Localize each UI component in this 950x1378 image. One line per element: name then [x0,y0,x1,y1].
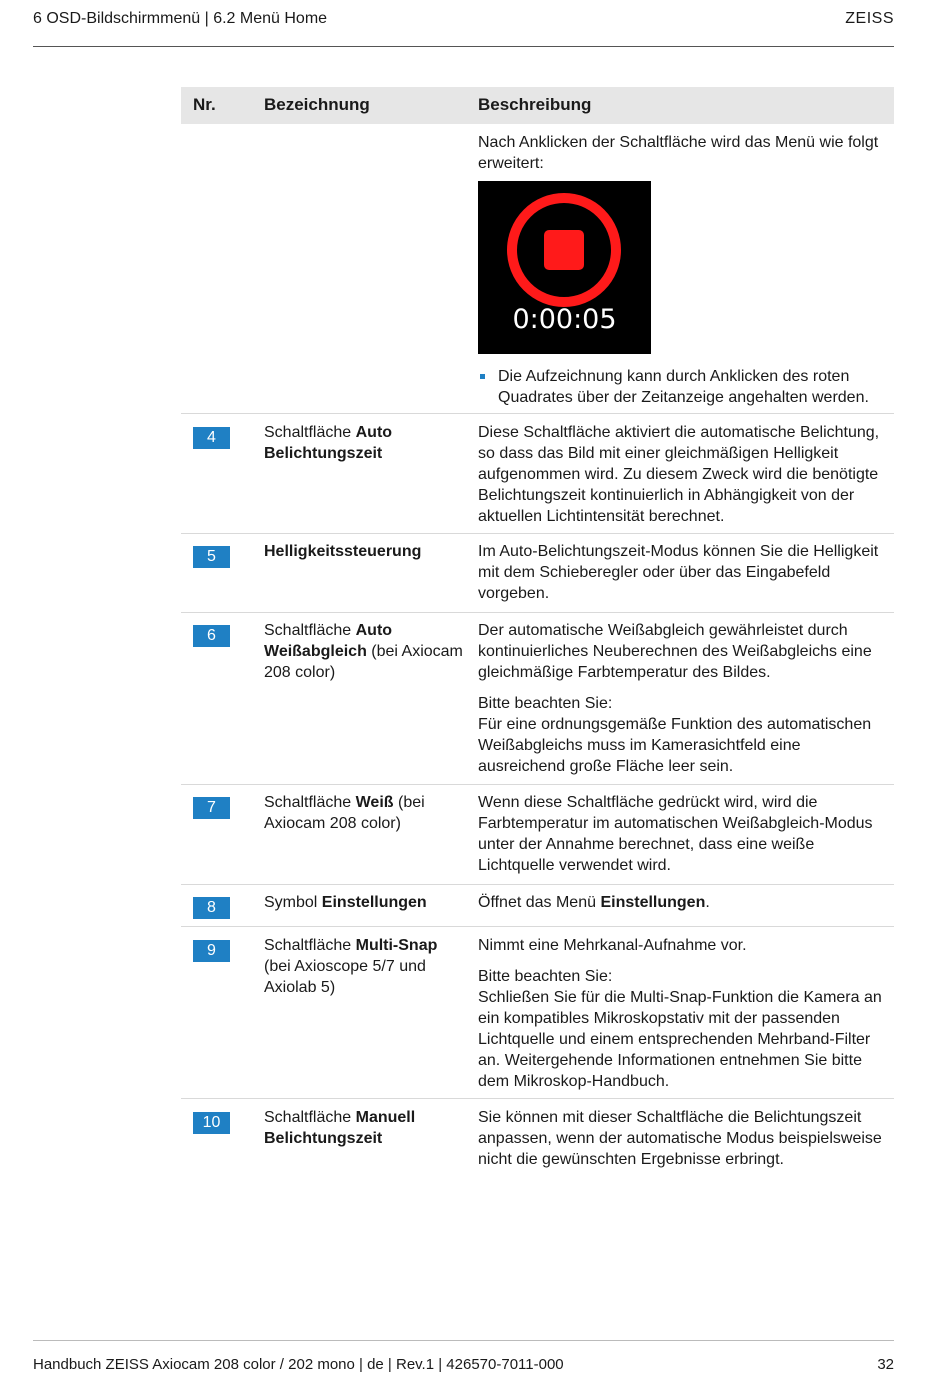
name-prefix: Symbol [264,894,322,911]
note-block [478,693,890,777]
name-prefix: Schaltfläche [264,794,356,811]
column-header-name: Bezeichnung [264,95,370,114]
row-description [478,422,890,527]
column-header-description: Beschreibung [478,95,592,114]
description-text: Sie können mit dieser Schaltfläche die Belichtungszeit anpassen, wenn der automatische Modus beispielsweise nicht die gewünschten Ergebnisse erbringt. [478,1109,882,1168]
note-label: Bitte beachten Sie: [478,968,613,985]
intro-bullet: Die Aufzeichnung kann durch Anklicken des roten Quadrates über der Zeitanzeige angehalten werden. [478,366,890,408]
number-badge: 6 [193,625,230,647]
row-description [478,1107,890,1170]
row-description [478,620,890,777]
table-row [181,534,894,613]
recording-timer: 0:00:05 [512,304,617,335]
table-row [181,927,894,1099]
name-prefix: Schaltfläche [264,424,356,441]
row-description [478,935,890,1092]
row-name [264,620,464,683]
header-brand: ZEISS [845,10,894,27]
table-row [181,785,894,885]
number-badge: 4 [193,427,230,449]
number-badge: 7 [193,797,230,819]
row-name [264,1107,464,1149]
number-badge: 9 [193,940,230,962]
page-header [33,9,894,47]
intro-text: Nach Anklicken der Schaltfläche wird das Menü wie folgt erweitert: [478,134,879,172]
note-label: Bitte beachten Sie: [478,695,613,712]
table-row [181,1099,894,1179]
recording-screenshot [478,181,651,354]
number-badge: 10 [193,1112,230,1134]
table-row [181,414,894,534]
table-row [181,885,894,927]
description-text: Im Auto-Belichtungszeit-Modus können Sie die Helligkeit mit dem Schieberegler oder über das Eingabefeld vorgeben. [478,543,879,602]
description-text: Wenn diese Schaltfläche gedrückt wird, wird die Farbtemperatur im automatischen Weißabgleich-Modus unter der Annahme berechnet, dass eine weiße Lichtquelle verwendet wird. [478,794,873,874]
row-name [264,541,464,562]
row-description [478,792,890,876]
description-bold: Einstellungen [600,894,706,911]
table-row-intro [181,124,894,414]
name-suffix: (bei Axiocam 208 color) [264,643,463,681]
number-badge: 8 [193,897,230,919]
name-prefix: Schaltfläche [264,937,356,954]
row-name [264,892,464,913]
description-prefix: Öffnet das Menü [478,894,601,911]
row-description [478,541,890,604]
table-header [181,87,894,124]
description-suffix: . [705,894,710,911]
name-suffix: (bei Axioscope 5/7 und Axiolab 5) [264,958,426,996]
name-bold: Weiß [355,794,394,811]
name-bold: Auto Weißabgleich [264,622,393,660]
header-section-title: 6 OSD-Bildschirmmenü | 6.2 Menü Home [33,10,328,27]
row-name [264,935,464,998]
row-description [478,132,890,408]
name-bold: Manuell Belichtungszeit [264,1109,416,1147]
row-description [478,892,890,913]
row-name [264,792,464,834]
table-row [181,613,894,785]
description-table [181,87,894,1179]
column-header-nr: Nr. [193,95,216,114]
name-suffix: (bei Axiocam 208 color) [264,794,425,832]
note-text: Schließen Sie für die Multi-Snap-Funktion die Kamera an ein kompatibles Mikroskopstativ mit der passenden Lichtquelle und einem entsprechenden Mehrband-Filter an. Weitergehende Informationen entnehmen Sie bitte dem Mikroskop-Handbuch. [478,989,882,1090]
page-footer [33,1340,894,1371]
description-text: Nimmt eine Mehrkanal-Aufnahme vor. [478,937,747,954]
name-bold: Auto Belichtungszeit [264,424,393,462]
name-prefix: Schaltfläche [264,1109,356,1126]
number-badge: 5 [193,546,230,568]
note-block [478,966,890,1092]
footer-document-info: Handbuch ZEISS Axiocam 208 color / 202 mono | de | Rev.1 | 426570-7011-000 [33,1356,564,1373]
description-text: Diese Schaltfläche aktiviert die automatische Belichtung, so dass das Bild mit einer gleichmäßigen Helligkeit aufgenommen wird. Zu diesem Zweck wird die benötigte Belichtungszeit kontinuierlich in Abhängigkeit von der aktuellen Lichtintensität berechnet. [478,424,880,525]
note-text: Für eine ordnungsgemäße Funktion des automatischen Weißabgleichs muss im Kamerasichtfeld eine ausreichend große Fläche leer sein. [478,716,872,775]
name-bold: Helligkeitssteuerung [264,543,422,560]
name-prefix: Schaltfläche [264,622,356,639]
page-number: 32 [877,1356,894,1373]
description-text: Der automatische Weißabgleich gewährleistet durch kontinuierliches Neuberechnen des Weißabgleichs eine gleichmäßige Farbtemperatur des Bildes. [478,622,872,681]
row-name [264,422,464,464]
name-bold: Multi-Snap [355,937,438,954]
name-bold: Einstellungen [321,894,427,911]
